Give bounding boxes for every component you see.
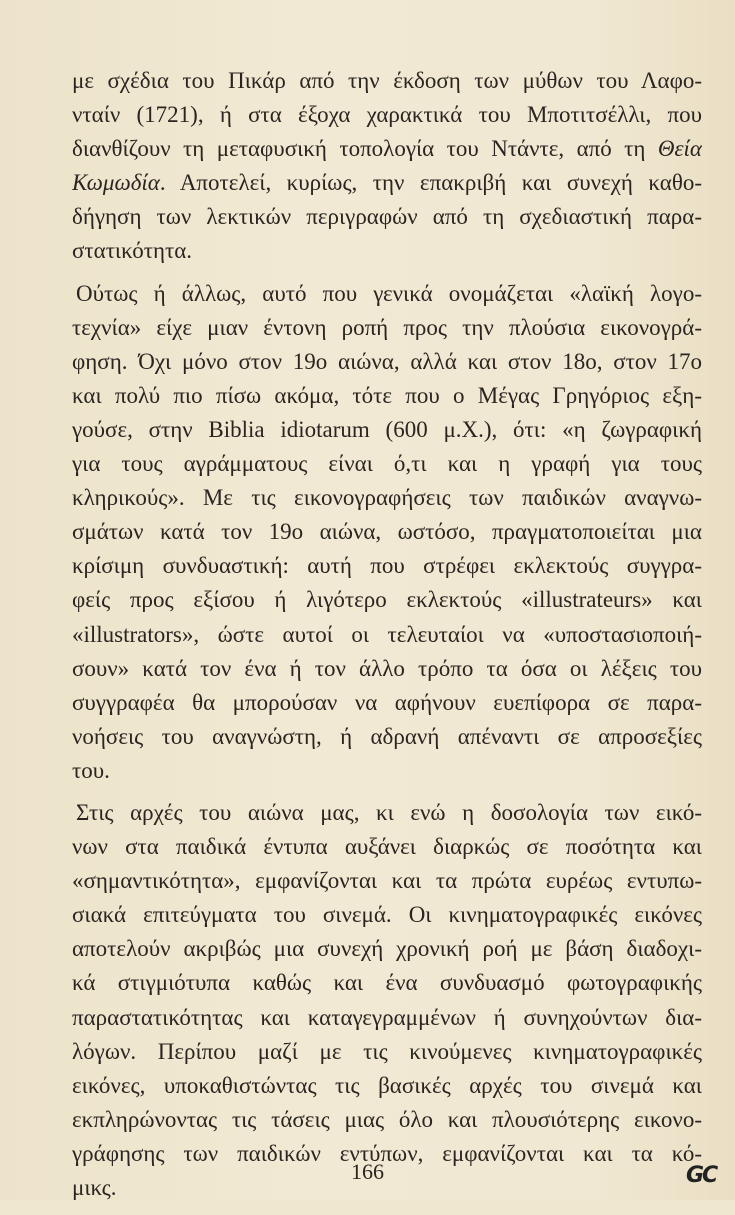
- text-line: συγγραφέα θα μπορούσαν να αφήνουν ευεπίφορα σε παρα-: [72, 689, 702, 715]
- text-line: στατικότητα.: [72, 238, 193, 264]
- body-text: [72, 64, 702, 1215]
- text-line: νων στα παιδικά έντυπα αυξάνει διαρκώς σε ποσότητα και: [72, 834, 702, 860]
- text-line: για τους αγράμματους είναι ό,τι και η γραφή για τους: [72, 451, 702, 477]
- text-line: δήγηση των λεκτικών περιγραφών από τη σχεδιαστική παρα-: [72, 204, 702, 230]
- text-line: διανθίζουν τη μεταφυσική τοπολογία του Ντάντε, από τη Θεία: [72, 136, 702, 162]
- text-line: με σχέδια του Πικάρ από την έκδοση των μύθων του Λαφο-: [72, 68, 702, 93]
- text-line: σιακά επιτεύγματα του σινεμά. Οι κινηματογραφικές εικόνες: [72, 902, 702, 928]
- text-line: φηση. Όχι μόνο στον 19ο αιώνα, αλλά και στον 18ο, στον 17ο: [72, 348, 702, 374]
- text-line: κά στιγμιότυπα καθώς και ένα συνδυασμό φωτογραφικής: [72, 970, 702, 996]
- paragraph-2: [72, 277, 702, 788]
- text-line: εκπληρώνοντας τις τάσεις μιας όλο και πλουσιότερης εικονο-: [72, 1106, 702, 1132]
- page-number: 166: [351, 1159, 384, 1184]
- text-line: νοήσεις του αναγνώστη, ή αδρανή απέναντι σε απροσεξίες: [72, 723, 702, 749]
- text-line: μικς.: [72, 1175, 117, 1200]
- gc-logo: GC: [686, 1163, 717, 1188]
- paragraph-3: [72, 796, 702, 1205]
- text-line: Ούτως ή άλλως, αυτό που γενικά ονομάζεται «λαϊκή λογο-: [76, 280, 702, 306]
- text-line: σμάτων κατά τον 19ο αιώνα, ωστόσο, πραγματοποιείται μια: [72, 519, 702, 545]
- text-line: «illustrators», ώστε αυτοί οι τελευταίοι να «υποστασιοποιή-: [72, 621, 702, 647]
- text-line: γούσε, στην Biblia idiotarum (600 μ.Χ.), ότι: «η ζωγραφική: [72, 416, 702, 442]
- text-line: φείς προς εξίσου ή λιγότερο εκλεκτούς «illustrateurs» και: [72, 587, 702, 613]
- text-line: κρίσιμη συνδυαστική: αυτή που στρέφει εκλεκτούς συγγρα-: [72, 553, 702, 579]
- text-line: «σημαντικότητα», εμφανίζονται και τα πρώτα ευρέως εντυπω-: [72, 868, 702, 894]
- text-line: του.: [72, 757, 110, 783]
- text-line: αποτελούν ακριβώς μια συνεχή χρονική ροή με βάση διαδοχι-: [72, 936, 702, 962]
- text-line: τεχνία» είχε μιαν έντονη ροπή προς την πλούσια εικονογρά-: [72, 314, 702, 340]
- paragraph-1: [72, 64, 702, 269]
- text-line: εικόνες, υποκαθιστώντας τις βασικές αρχές του σινεμά και: [72, 1072, 702, 1098]
- text-line: και πολύ πιο πίσω ακόμα, τότε που ο Μέγας Γρηγόριος εξη-: [72, 382, 702, 408]
- text-line: σουν» κατά τον ένα ή τον άλλο τρόπο τα όσα οι λέξεις του: [72, 655, 702, 681]
- text-line: παραστατικότητας και καταγεγραμμένων ή συνηχούντων δια-: [72, 1004, 702, 1030]
- text-line: γράφησης των παιδικών εντύπων, εμφανίζονται και τα κό-: [72, 1140, 702, 1166]
- text-line: νταίν (1721), ή στα έξοχα χαρακτικά του Μποτιτσέλλι, που: [72, 102, 702, 128]
- text-line: Στις αρχές του αιώνα μας, κι ενώ η δοσολογία των εικό-: [76, 799, 702, 825]
- text-line: κληρικούς». Με τις εικονογραφήσεις των παιδικών αναγνω-: [72, 485, 702, 511]
- text-line: λόγων. Περίπου μαζί με τις κινούμενες κινηματογραφικές: [72, 1038, 702, 1064]
- text-line: Κωμωδία. Αποτελεί, κυρίως, την επακριβή και συνεχή καθο-: [72, 170, 702, 196]
